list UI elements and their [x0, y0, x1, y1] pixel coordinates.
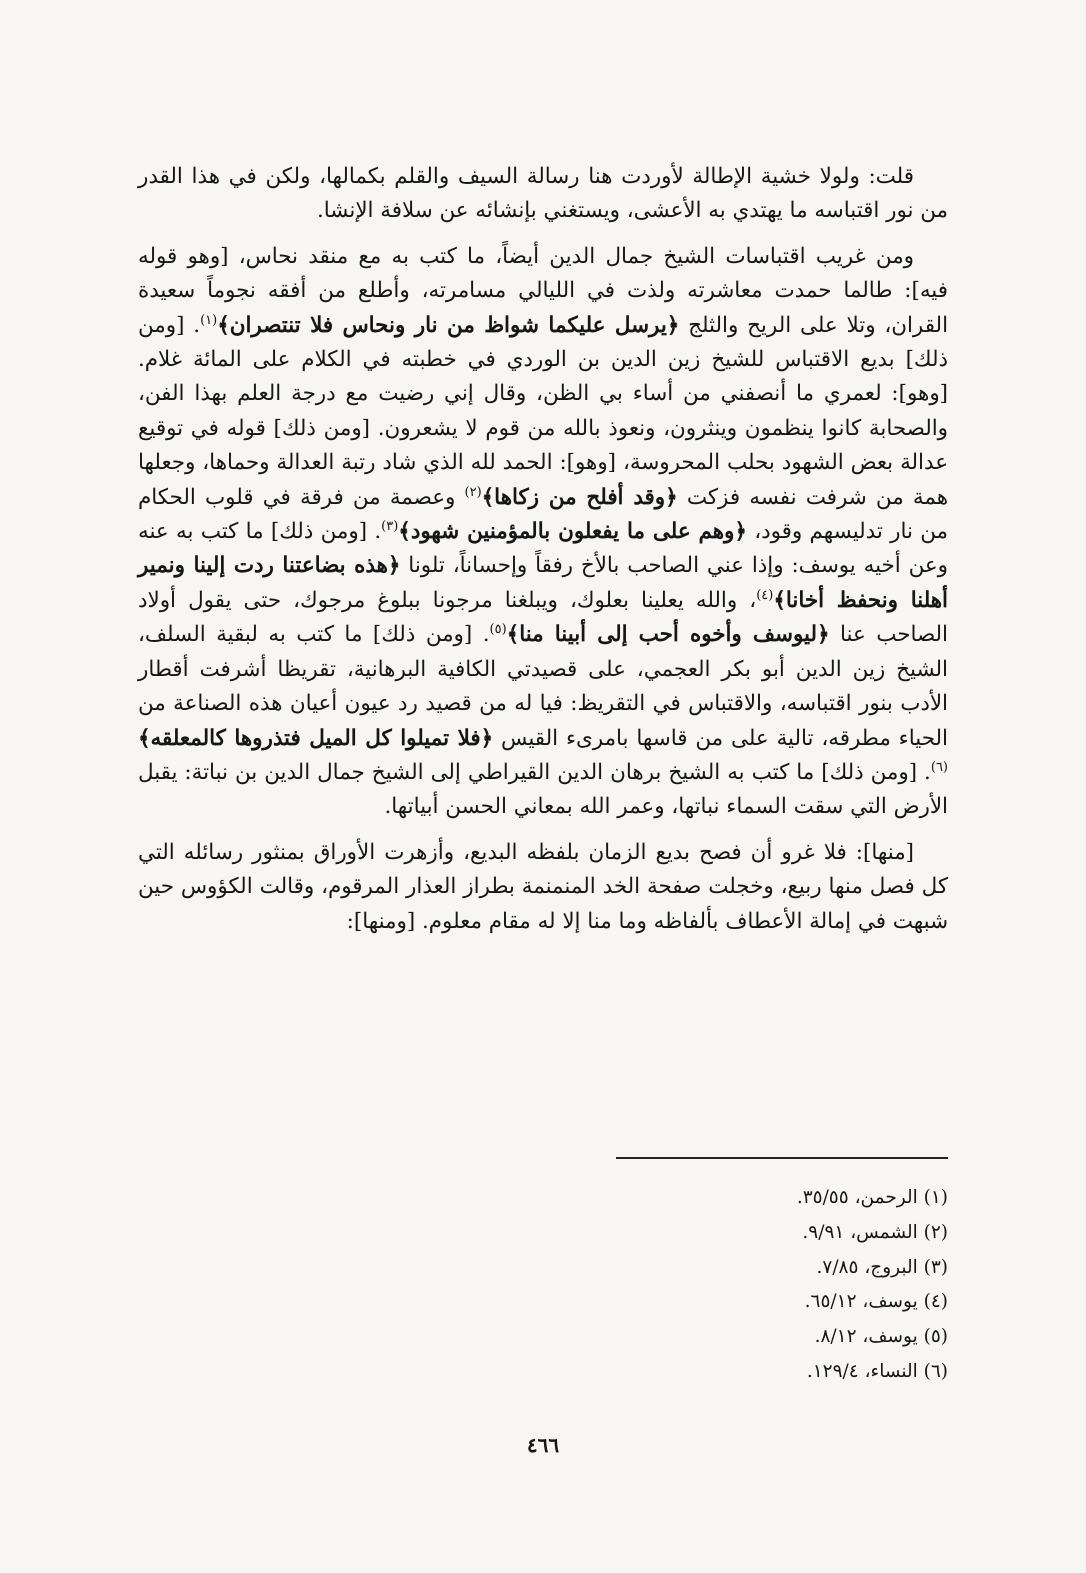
body-paragraph — [138, 160, 948, 229]
body-paragraph — [138, 240, 948, 825]
body-paragraph — [138, 836, 948, 939]
footnote-ref: (١) — [200, 312, 218, 328]
text-run: . [ومن ذلك] ما كتب به عنه وعن أخيه يوسف: وإذا عني الصاحب بالأخ رفقاً وإحساناً، تلونا — [138, 519, 948, 579]
footnote: (٣) البروج، ٧/٨٥. — [816, 1256, 948, 1278]
quran-quote: ﴿ليوسف وأخوه أحب إلى أبينا منا﴾ — [506, 622, 830, 648]
quran-quote: ﴿وقد أفلح من زكاها﴾ — [481, 484, 678, 510]
footnote: (٤) يوسف، ٦٥/١٢. — [804, 1291, 948, 1313]
footnote-ref: (٤) — [756, 587, 774, 603]
quran-quote: ﴿فلا تميلوا كل الميل فتذروها كالمعلقه﴾ — [138, 725, 494, 751]
footnote: (٢) الشمس، ٩/٩١. — [802, 1221, 948, 1243]
footnotes-list — [448, 1181, 948, 1390]
footnote-ref: (٦) — [930, 759, 948, 775]
text-run: [منها]: فلا غرو أن فصح بديع الزمان بلفظه البديع، وأزهرت الأوراق بمنثور رسائله التي كل فصل منها ربيع، وخجلت صفحة الخد المنمنمة بطراز العذار المرقوم، وقالت الكؤوس حين شبهت في إمالة الأعطاف بألفاظه وما منا إلا له مقام معلوم. [ومنها]: — [138, 839, 948, 934]
quran-quote: ﴿هذه بضاعتنا ردت إلينا ونمير أهلنا ونحفظ أخانا﴾ — [138, 553, 948, 613]
text-run: ومن غريب اقتباسات الشيخ جمال الدين أيضاً، ما كتب به مع منقد نحاس، [وهو قوله فيه]: طالما حمدت معاشرته ولذت في الليالي مسامرته، وأطلع من أفقه نجوماً سعيدة القران، وتلا على الريح والثلج — [138, 243, 949, 338]
quran-quote: ﴿يرسل عليكما شواظ من نار ونحاس فلا تنتصران﴾ — [217, 312, 680, 338]
footnote-ref: (٢) — [464, 484, 482, 500]
footnote-separator — [616, 1157, 948, 1159]
quran-quote: ﴿وهم على ما يفعلون بالمؤمنين شهود﴾ — [398, 519, 747, 545]
footnote: (٥) يوسف، ٨/١٢. — [814, 1326, 948, 1348]
text-run: وعصمة من فرقة في قلوب الحكام من نار تدليسهم وقود، — [138, 484, 948, 545]
footnote-ref: (٥) — [489, 622, 507, 638]
main-text — [138, 160, 948, 939]
page-number: ٤٦٦ — [526, 1433, 560, 1457]
footnote: (١) الرحمن، ٣٥/٥٥. — [796, 1187, 948, 1208]
footnote: (٦) النساء، ١٢٩/٤. — [806, 1360, 948, 1382]
text-run: . [ومن ذلك] ما كتب به الشيخ برهان الدين القيراطي إلى الشيخ جمال الدين بن نباتة: يقبل الأرض التي سقت السماء نباتها، وعمر الله بمعاني الحسن أبياتها. — [138, 759, 948, 820]
text-run: قلت: ولولا خشية الإطالة لأوردت هنا رسالة السيف والقلم بكمالها، ولكن في هذا القدر من نور اقتباسه ما يهتدي به الأعشى، ويستغني بإنشائه عن سلافة الإنشا. — [138, 164, 948, 224]
text-run: . [ومن ذلك] ما كتب به لبقية السلف، الشيخ زين الدين أبو بكر العجمي، على قصيدتي الكافية البرهانية، تقريظا أشرفت أقطار الأدب بنور اقتباسه، والاقتباس في التقريظ: فيا له من قصيد رد عيون أعيان هذه الصناعة من الحياء مطرقه، تالية على من قاسها بامرىء القيس — [138, 622, 948, 751]
text-run: . [ومن ذلك] بديع الاقتباس للشيخ زين الدين بن الوردي في خطبته في الكلام على المائة غلام. [وهو]: لعمري ما أنصفني من أساء بي الظن، وقال إني رضيت مع درجة العلم بهذا الفن، والصحابة كانوا ينظمون وينثرون، ونعوذ بالله من قوم لا يشعرون. [ومن ذلك] قوله في توقيع عدالة بعض الشهود بحلب المحروسة، [وهو]: الحمد لله الذي شاد رتبة العدالة وحماها، وجعلها همة من شرفت نفسه فزكت — [138, 312, 948, 510]
footnote-ref: (٣) — [381, 518, 399, 534]
text-run: ، والله يعلينا بعلوك، ويبلغنا مرجونا ببلوغ مرجوك، حتى يقول أولاد الصاحب عنا — [138, 587, 948, 648]
